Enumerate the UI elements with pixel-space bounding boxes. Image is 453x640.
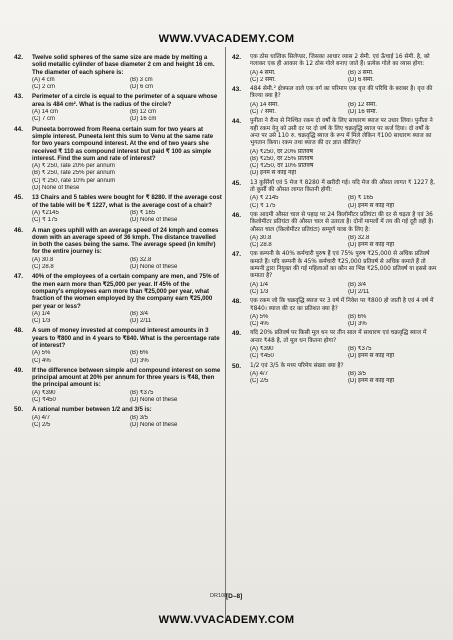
option-d: (D) None of these [130,397,178,404]
option-b: (B) 3/5 [130,414,149,421]
question-text: Twelve solid spheres of the same size are made by melting a solid metallic cylinder of base diameter 2 cm and height 16 cm. The diameter of each sphere is: [32,54,215,76]
option-a: (A) 5% [250,313,269,320]
question-right-48 [232,298,440,328]
question-left-43 [14,93,222,123]
hindi-column [232,54,440,387]
site-title-bottom: WWW.VVACADEMY.COM [158,614,295,626]
options-group [250,195,440,210]
option-c: (C) 4% [250,321,269,328]
question-text: Perimeter of a circle is equal to the perimeter of a square whose area is 484 cm². What is the radius of the circle? [32,93,218,108]
question-text: 484 सेमी.² क्षेत्रफल वाले एक वर्ग का परिमाप एक वृत्त की परिधि के बराबर है। वृत्त की त्रिज्या क्या है? [250,86,433,100]
option-c: (C) 2 cm [32,84,55,91]
option-b: (B) 3 सेमी. [348,69,374,76]
option-a: (A) 4/7 [250,370,269,377]
options-group [250,314,440,329]
option-b: (B) 3 cm [130,76,153,83]
option-c: (C) 1/3 [250,288,269,295]
question-text: A sum of money invested at compound interest amounts in 3 years to ₹800 and in 4 years to ₹840. What is the percentage rate of interest? [32,327,220,349]
option-c: (C) 2 सेमी. [250,76,276,83]
option-d: (D) None of these [130,217,178,224]
option-b: (B) 6% [130,350,149,357]
option-a: (A) ₹250, दर 20% प्रतिवर्ष [250,148,314,155]
options-group [250,102,440,117]
question-right-43 [232,86,440,116]
question-text: एक ठोस धात्विक सिलेण्डर, जिसका आधार व्यास 2 सेमी. एवं ऊँचाई 16 सेमी. है, को गलाकर एक ही आकार के 12 ठोस गोले बनाए जाते हैं। प्रत्येक गोले का व्यास होगा: [250,54,430,68]
options-group [250,371,440,386]
option-a: (A) 4 सेमी. [250,69,276,76]
question-right-42 [232,54,440,84]
option-a: (A) 14 सेमी. [250,101,279,108]
option-c: (C) 2/5 [32,421,51,428]
option-d: (D) 6 सेमी. [348,76,374,83]
option-a: (A) ₹390 [32,389,56,396]
question-text: एक कम्पनी के 40% कर्मचारी पुरुष हैं एवं 75% पुरुष ₹25,000 से अधिक प्रतिवर्ष कमाते हैं। यदि कम्पनी के 45% कर्मचारी ₹25,000 प्रतिवर्ष से अधिक कमाते हैं तो कम्पनी द्वारा नियुक्त की गई महिलाओं का कौन सा भिन्न ₹25,000 प्रतिवर्ष या इससे कम कमाता है? [250,251,437,280]
options-group [250,149,440,178]
options-group [32,350,222,365]
question-text: If the difference between simple and compound interest on some principal amount at 20% per annum for three years is ₹48, then the principal amount is: [32,366,221,389]
footer-code: DR108 [210,593,228,599]
question-text: A rational number between 1/2 and 3/5 is: [32,406,152,414]
option-c: (C) 2/5 [250,378,269,385]
question-text: यदि 20% प्रतिवर्ष पर किसी मूल धन पर तीन साल में साधारण एवं चक्रवृद्धि ब्याज में अन्तर ₹48 है, तो मूल धन कितना होगा? [250,330,427,344]
question-left-50 [14,406,222,429]
option-b: (B) ₹250, दर 25% प्रतिवर्ष [250,155,314,162]
option-a: (A) 4 cm [32,76,55,83]
option-a: (A) 5% [32,350,51,357]
option-c: (C) 1/3 [32,318,51,325]
option-c: (C) ₹ 175 [32,217,58,224]
question-left-44 [14,126,222,193]
question-right-49 [232,330,440,360]
question-number: 42. [14,54,24,61]
options-group [32,311,222,326]
option-d: (D) 16 सेमी. [348,109,378,116]
question-number: 46. [232,211,242,219]
option-d: (D) इनमें से कोई नहीं [348,378,395,385]
option-c: (C) 28.8 [250,242,272,249]
question-right-44 [232,118,440,177]
options-group [250,70,440,85]
option-c: (C) 7 cm [32,116,55,123]
question-number: 49. [232,330,242,338]
option-d: (D) इनमें से कोई नहीं [348,242,395,249]
option-d: (D) इनमें से कोई नहीं [348,353,395,360]
question-number: 45. [232,179,242,187]
option-a: (A) ₹ 250, rate 20% per annum [32,163,115,170]
question-left-46 [14,227,222,272]
question-left-42 [14,54,222,91]
question-number: 44. [14,125,24,133]
question-text: एक आदमी औसत चाल से पहाड़ पर 24 किलोमीटर प्रतिघंटा की दर से चढ़ता है एवं 36 किलोमीटर प्रतिघंटा की औसत चाल से उतरता है। दोनों मामलों में तय की गई दूरी वही है। औसत चाल (किलोमीटर प्रतिघंटा) सम्पूर्ण यात्रा के लिए है: [250,211,434,233]
option-d: (D) 2/11 [130,318,152,325]
options-group [32,390,222,405]
question-text: 13 Chairs and 5 tables were bought for ₹ 8280. If the average cost of the table will be ₹ 1227, what is the average cost of a chair? [32,194,222,209]
options-group [32,163,222,192]
option-d: (D) 16 cm [130,116,157,123]
question-text: एक रकम जो कि चक्रवृद्धि ब्याज पर 3 वर्ष में निवेश पर ₹800 हो जाती है एवं 4 वर्ष में ₹840। ब्याज की दर का प्रतिशत क्या है? [250,298,434,312]
question-number: 43. [14,93,24,101]
option-b: (B) ₹375 [348,345,372,352]
option-b: (B) ₹ 165 [130,209,156,216]
question-left-49 [14,367,222,404]
options-group [32,257,222,272]
option-b: (B) 6% [348,313,367,320]
option-b: (B) ₹ 250, rate 25% per annum [32,170,115,177]
option-d: (D) None of these [130,264,178,271]
option-a: (A) ₹2145 [32,209,59,216]
option-a: (A) 30.8 [250,234,272,241]
question-number: 48. [232,298,242,306]
option-c: (C) 28.8 [32,264,54,271]
option-b: (B) 32.8 [130,256,152,263]
question-left-48 [14,327,222,364]
option-b: (B) 12 सेमी. [348,101,377,108]
question-right-46 [232,212,440,249]
option-b: (B) 3/4 [130,310,149,317]
options-group [250,282,440,297]
options-group [32,210,222,225]
question-right-45 [232,180,440,210]
question-text: Puneeta borrowed from Reena certain sum for two years at simple interest. Puneeta lent this sum to Venu at the same rate for two years compound interest. At the end of two years she received ₹ 110 as compound interest but paid ₹ 100 as simple interest. Find the sum and rate of interest? [32,125,214,162]
site-title-top: WWW.VVACADEMY.COM [158,33,295,45]
option-b: (B) 12 cm [130,109,157,116]
question-text: A man goes uphill with an average speed of 24 kmph and comes down with an average speed of 36 kmph. The distance travelled in both the cases being the same. The average speed (in km/hr) for the entire journey is: [32,226,219,256]
options-group [32,77,222,92]
option-d: (D) None of these [32,185,80,192]
question-right-50 [232,363,440,386]
question-left-45 [14,194,222,224]
question-text: 13 कुर्सियाँ एवं 5 मेज ₹ 8280 में खरीदी गई। यदि मेज की औसत लागत ₹ 1227 है, तो कुर्सी की औसत लागत कितनी होगी: [250,179,435,194]
option-d: (D) 2/11 [348,288,370,295]
option-c: (C) ₹450 [250,353,274,360]
question-right-47 [232,251,440,296]
options-group [250,346,440,361]
option-b: (B) ₹375 [130,389,154,396]
option-d: (D) 3% [130,357,149,364]
page-number: [D–8] [226,593,243,600]
question-number: 47. [14,273,24,281]
question-text: 40% of the employees of a certain company are men, and 75% of the men earn more than ₹25,000 per year. If 45% of the company's employees earn more than ₹25,000 per year, what fraction of the women employed by the company earn ₹25,000 per year or less? [32,273,219,310]
option-d: (D) 6 cm [130,84,153,91]
option-b: (B) 3/5 [348,370,367,377]
option-c: (C) 4% [32,357,51,364]
option-a: (A) 14 cm [32,109,59,116]
question-text: पुनीता ने रीना से निश्चित रकम दो वर्षों के लिए साधारण ब्याज पर उधार लिया। पुनीता ने यही रकम वेनु को उसी दर पर दो वर्ष के लिए चक्रवृद्धि ब्याज पर कर्ज दिया। दो वर्षों के अन्त पर उसे 110 रु. चक्रवृद्धि ब्याज के रूप में मिले लेकिन ₹100 साधारण ब्याज का भुगतान किया। रकम तथा ब्याज की दर ज्ञात कीजिए? [250,118,433,147]
question-number: 48. [14,327,24,335]
question-number: 47. [232,251,242,259]
option-d: (D) None of these [130,421,178,428]
question-number: 46. [14,226,24,234]
option-a: (A) 1/4 [32,310,51,317]
question-number: 49. [14,366,24,374]
option-b: (B) 3/4 [348,281,367,288]
option-c: (C) ₹ 175 [250,202,276,209]
option-c: (C) ₹250, दर 10% प्रतिवर्ष [250,163,314,170]
option-c: (C) 7 सेमी. [250,109,276,116]
english-column [14,54,222,431]
option-c: (C) ₹450 [32,397,56,404]
option-b: (B) ₹ 165 [348,195,374,202]
option-a: (A) 1/4 [250,281,269,288]
option-a: (A) 30.8 [32,256,54,263]
option-a: (A) ₹390 [250,345,274,352]
question-left-47 [14,273,222,325]
question-number: 50. [14,406,24,414]
option-b: (B) 32.8 [348,234,370,241]
question-number: 42. [232,54,242,61]
options-group [32,109,222,124]
question-text: 1/2 एवं 3/5 के मध्य परिमेय संख्या क्या है? [250,362,344,369]
options-group [250,235,440,250]
question-number: 43. [232,86,242,94]
question-number: 50. [232,362,242,370]
option-a: (A) ₹ 2145 [250,195,279,202]
options-group [32,415,222,430]
option-d: (D) इनमें से कोई नहीं [250,170,297,177]
question-number: 44. [232,118,242,126]
option-d: (D) इनमें से कोई नहीं [348,202,395,209]
option-a: (A) 4/7 [32,414,51,421]
column-divider [225,47,226,622]
option-c: (C) ₹ 250, rate 10% per annum [32,177,116,184]
option-d: (D) 3% [348,321,367,328]
question-number: 45. [14,194,24,202]
